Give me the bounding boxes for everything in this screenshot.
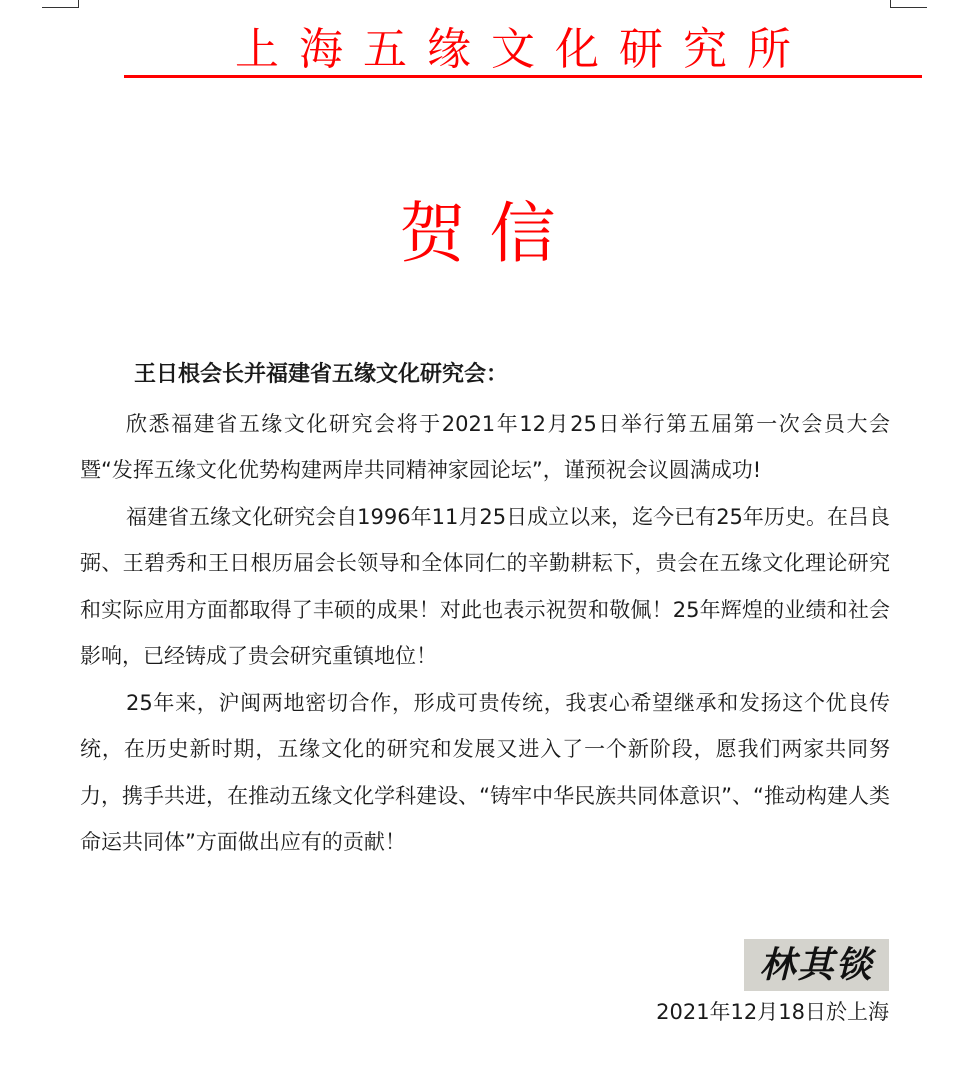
salutation: 王日根会长并福建省五缘文化研究会： (134, 362, 509, 387)
paragraph-1: 欣悉福建省五缘文化研究会将于2021年12月25日举行第五届第一次会员大会暨“发挥五缘文化优势构建两岸共同精神家园论坛”，谨预祝会议圆满成功! (80, 411, 890, 482)
date-place: 2021年12月18日於上海 (656, 1000, 889, 1024)
header-underline (124, 75, 922, 78)
letter-body (80, 352, 890, 866)
crop-mark-top-left (42, 0, 79, 8)
paragraph-2: 福建省五缘文化研究会自1996年11月25日成立以来，迄今已有25年历史。在吕良弼、王碧秀和王日根历届会长领导和全体同仁的辛勤耕耘下，贵会在五缘文化理论研究和实际应用方面都取得了丰硕的成果！对此也表示祝贺和敬佩！25年辉煌的业绩和社会影响，已经铸成了贵会研究重镇地位！ (80, 504, 890, 668)
signature-image: 林其锬 (744, 939, 889, 991)
paragraph-3: 25年来，沪闽两地密切合作，形成可贵传统，我衷心希望继承和发扬这个优良传统，在历史新时期，五缘文化的研究和发展又进入了一个新阶段，愿我们两家共同努力，携手共进，在推动五缘文化学科建设、“铸牢中华民族共同体意识”、“推动构建人类命运共同体”方面做出应有的贡献！ (80, 690, 890, 854)
letter-title: 贺信 (399, 195, 580, 272)
crop-mark-top-right (890, 0, 927, 8)
organization-header: 上海五缘文化研究所 (235, 24, 811, 75)
